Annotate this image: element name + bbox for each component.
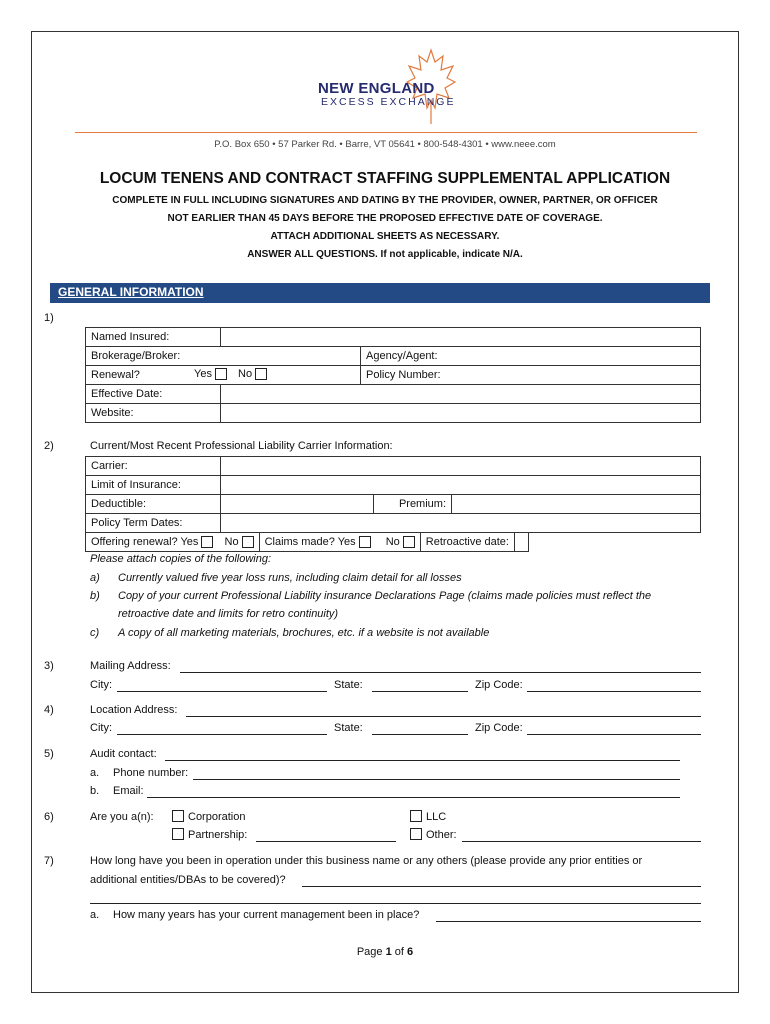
city-label: City: <box>90 722 112 734</box>
section-header <box>50 283 710 303</box>
attach-instruction: Please attach copies of the following: <box>90 553 272 565</box>
company-address: P.O. Box 650 • 57 Parker Rd. • Barre, VT 05641 • 800-548-4301 • www.neee.com <box>214 139 556 150</box>
question-number: 7) <box>44 855 54 867</box>
named-insured-label: Named Insured: <box>86 328 221 347</box>
premium-field[interactable] <box>452 495 701 514</box>
attach-item-text: Copy of your current Professional Liability insurance Declarations Page (claims made policies must reflect the <box>118 590 652 602</box>
corporation-checkbox[interactable] <box>172 810 184 822</box>
renewal-label: Renewal? <box>91 369 140 381</box>
management-answer-field[interactable] <box>436 921 701 922</box>
page-title: LOCUM TENENS AND CONTRACT STAFFING SUPPLEMENTAL APPLICATION <box>99 170 671 187</box>
partnership-field[interactable] <box>256 841 396 842</box>
effective-date-label: Effective Date: <box>86 385 221 404</box>
website-field[interactable] <box>221 404 701 423</box>
question-number: 2) <box>44 440 54 452</box>
claims-made-cell <box>259 533 420 552</box>
question-number: 1) <box>44 312 54 324</box>
effective-date-field[interactable] <box>221 385 701 404</box>
mailing-address-label: Mailing Address: <box>90 660 171 672</box>
llc-checkbox[interactable] <box>410 810 422 822</box>
carrier-field[interactable] <box>221 457 701 476</box>
logo-subname: EXCESS EXCHANGE <box>321 96 456 108</box>
carrier-info-heading: Current/Most Recent Professional Liability Carrier Information: <box>90 440 393 452</box>
brokerage-label: Brokerage/Broker: <box>86 347 361 366</box>
email-label: Email: <box>113 785 144 797</box>
operation-answer-field-2[interactable] <box>90 903 701 904</box>
offering-yes-checkbox[interactable] <box>201 536 213 548</box>
corporation-label: Corporation <box>188 811 246 823</box>
attach-item-text: retroactive date and limits for retro continuity) <box>118 608 339 620</box>
instruction-line: NOT EARLIER THAN 45 DAYS BEFORE THE PROPOSED EFFECTIVE DATE OF COVERAGE. <box>167 213 603 224</box>
location-address-label: Location Address: <box>90 704 178 716</box>
premium-label: Premium: <box>374 495 452 514</box>
city-field[interactable] <box>117 734 327 735</box>
phone-label: Phone number: <box>113 767 189 779</box>
city-label: City: <box>90 679 112 691</box>
zip-label: Zip Code: <box>475 679 523 691</box>
list-key: a. <box>90 767 100 779</box>
renewal-yes-checkbox[interactable] <box>215 368 227 380</box>
offering-renewal-label: Offering renewal? Yes <box>91 535 199 548</box>
deductible-field[interactable] <box>221 495 374 514</box>
state-field[interactable] <box>372 691 468 692</box>
attach-item-key: a) <box>90 572 100 584</box>
renewal-no-label: No <box>238 368 253 380</box>
partnership-label: Partnership: <box>188 829 248 841</box>
header-rule <box>75 132 697 133</box>
named-insured-table <box>85 327 701 423</box>
renewal-yes-label: Yes <box>194 368 212 380</box>
renewal-row <box>86 366 361 385</box>
phone-field[interactable] <box>193 779 680 780</box>
attach-item-text: A copy of all marketing materials, brochures, etc. if a website is not available <box>118 627 490 639</box>
list-key: b. <box>90 785 100 797</box>
zip-label: Zip Code: <box>475 722 523 734</box>
retro-date-label: Retroactive date: <box>420 533 514 552</box>
attach-item-text: Currently valued five year loss runs, including claim detail for all losses <box>118 572 462 584</box>
policy-term-field[interactable] <box>221 514 701 533</box>
agency-label: Agency/Agent: <box>361 347 701 366</box>
state-label: State: <box>334 679 363 691</box>
llc-label: LLC <box>426 811 447 823</box>
renewal-no-checkbox[interactable] <box>255 368 267 380</box>
deductible-label: Deductible: <box>86 495 221 514</box>
instruction-line: ANSWER ALL QUESTIONS. If not applicable, indicate N/A. <box>247 249 523 260</box>
offering-renewal-cell <box>86 533 260 552</box>
question-number: 6) <box>44 811 54 823</box>
limit-field[interactable] <box>221 476 701 495</box>
carrier-table <box>85 456 701 533</box>
policy-number-label: Policy Number: <box>361 366 701 385</box>
renewal-claims-table <box>85 532 529 552</box>
other-label: Other: <box>426 829 457 841</box>
carrier-label: Carrier: <box>86 457 221 476</box>
question-number: 5) <box>44 748 54 760</box>
named-insured-field[interactable] <box>221 328 701 347</box>
logo-name: NEW ENGLAND <box>318 80 435 97</box>
claims-yes-checkbox[interactable] <box>359 536 371 548</box>
zip-field[interactable] <box>527 691 701 692</box>
entity-type-label: Are you a(n): <box>90 811 154 823</box>
city-field[interactable] <box>117 691 327 692</box>
location-address-field[interactable] <box>186 716 701 717</box>
attach-item-key: b) <box>90 590 100 602</box>
offering-no-label: No <box>224 535 239 548</box>
email-field[interactable] <box>147 797 680 798</box>
other-field[interactable] <box>462 841 701 842</box>
claims-made-label: Claims made? Yes <box>264 535 356 548</box>
management-question: How many years has your current management been in place? <box>113 909 420 921</box>
operation-question-cont: additional entities/DBAs to be covered)? <box>90 874 286 886</box>
question-number: 3) <box>44 660 54 672</box>
operation-question: How long have you been in operation under this business name or any others (please provide any prior entities or <box>90 855 643 867</box>
partnership-checkbox[interactable] <box>172 828 184 840</box>
website-label: Website: <box>86 404 221 423</box>
instruction-line: ATTACH ADDITIONAL SHEETS AS NECESSARY. <box>270 231 500 242</box>
state-field[interactable] <box>372 734 468 735</box>
question-number: 4) <box>44 704 54 716</box>
mailing-address-field[interactable] <box>180 672 701 673</box>
audit-contact-field[interactable] <box>165 760 680 761</box>
retro-date-field[interactable] <box>514 533 528 552</box>
attach-item-key: c) <box>90 627 100 639</box>
zip-field[interactable] <box>527 734 701 735</box>
claims-no-label: No <box>385 535 400 548</box>
claims-no-checkbox[interactable] <box>403 536 415 548</box>
policy-term-label: Policy Term Dates: <box>86 514 221 533</box>
page-number: Page 1 of 6 <box>356 946 414 958</box>
section-title: GENERAL INFORMATION <box>58 285 204 299</box>
list-key: a. <box>90 909 100 921</box>
operation-answer-field[interactable] <box>302 886 701 887</box>
other-checkbox[interactable] <box>410 828 422 840</box>
limit-label: Limit of Insurance: <box>86 476 221 495</box>
state-label: State: <box>334 722 363 734</box>
offering-no-checkbox[interactable] <box>242 536 254 548</box>
instruction-line: COMPLETE IN FULL INCLUDING SIGNATURES AND DATING BY THE PROVIDER, OWNER, PARTNER, OR OFFICER <box>112 195 658 206</box>
audit-contact-label: Audit contact: <box>90 748 157 760</box>
